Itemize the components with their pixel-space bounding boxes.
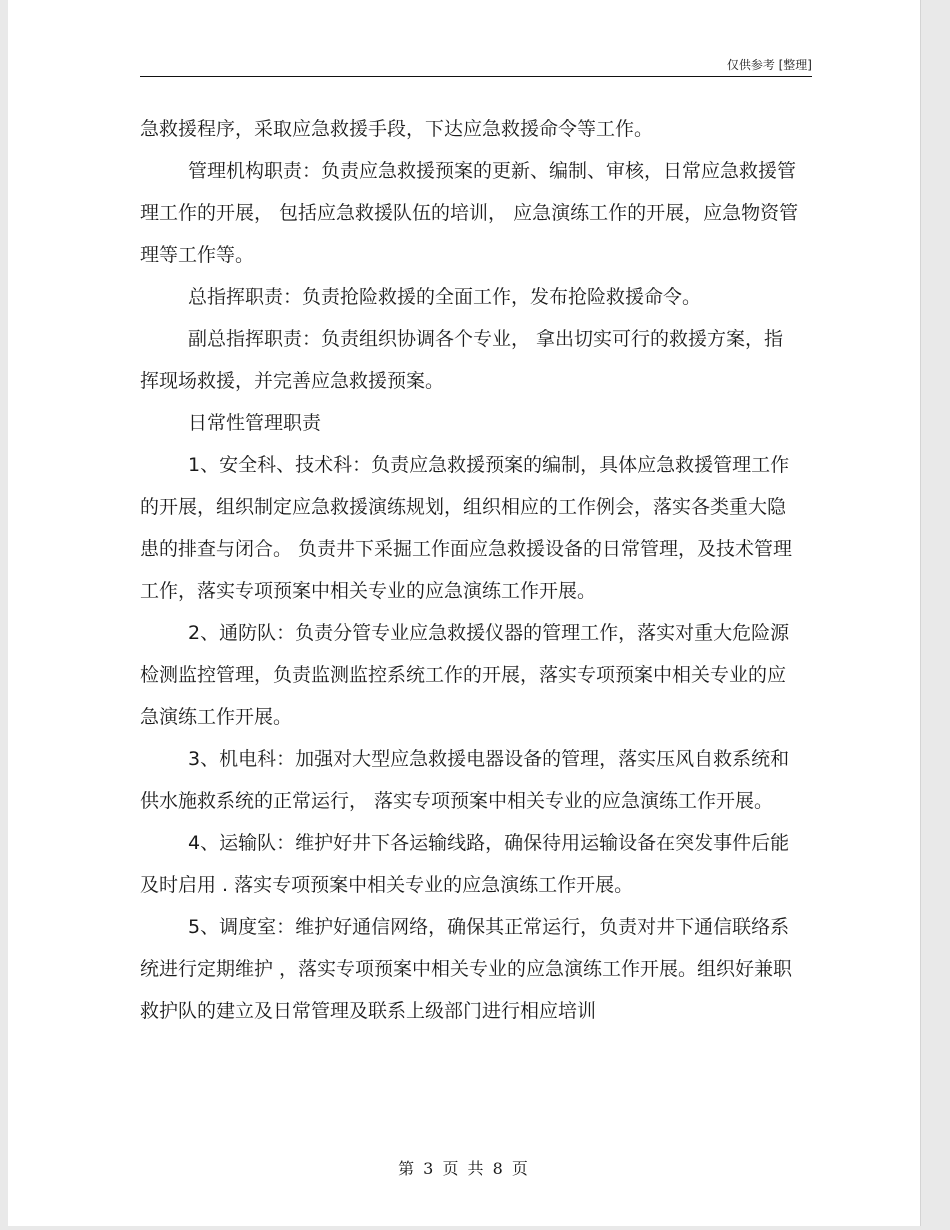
paragraph: 总指挥职责：负责抢险救援的全面工作，发布抢险救援命令。 — [188, 286, 702, 308]
list-item: 1、安全科、技术科：负责应急救援预案的编制，具体应急救援管理工作的开展，组织制定应急救援演练规划，组织相应的工作例会，落实各类重大隐患的排查与闭合。 负责井下采掘工作面应急救援设备的日常管理，及技术管理工作，落实专项预案中相关专业的应急演练工作开展。 — [140, 454, 793, 602]
body-text — [140, 108, 800, 1032]
page-header: 仅供参考 [整理] — [726, 58, 812, 72]
document-page — [8, 0, 921, 1226]
list-item: 2、通防队：负责分管专业应急救援仪器的管理工作，落实对重大危险源检测监控管理，负责监测监控系统工作的开展，落实专项预案中相关专业的应急演练工作开展。 — [140, 622, 790, 728]
page-footer: 第 3 页 共 8 页 — [398, 1159, 530, 1178]
list-item: 3、机电科：加强对大型应急救援电器设备的管理，落实压风自救系统和供水施救系统的正常运行， 落实专项预案中相关专业的应急演练工作开展。 — [140, 748, 790, 812]
list-item: 4、运输队：维护好井下各运输线路，确保待用运输设备在突发事件后能及时启用 . 落实专项预案中相关专业的应急演练工作开展。 — [140, 832, 790, 896]
header-divider — [140, 76, 812, 77]
paragraph: 管理机构职责：负责应急救援预案的更新、编制、审核，日常应急救援管理工作的开展， 包括应急救援队伍的培训， 应急演练工作的开展，应急物资管理等工作等。 — [140, 160, 799, 266]
paragraph: 急救援程序，采取应急救援手段，下达应急救援命令等工作。 — [140, 118, 654, 140]
section-heading: 日常性管理职责 — [188, 412, 322, 434]
paragraph: 副总指挥职责：负责组织协调各个专业， 拿出切实可行的救援方案，指挥现场救援，并完善应急救援预案。 — [140, 328, 784, 392]
list-item: 5、调度室：维护好通信网络，确保其正常运行，负责对井下通信联络系统进行定期维护 ，落实专项预案中相关专业的应急演练工作开展。组织好兼职救护队的建立及日常管理及联系上级部门进行相应培训 — [140, 916, 793, 1022]
